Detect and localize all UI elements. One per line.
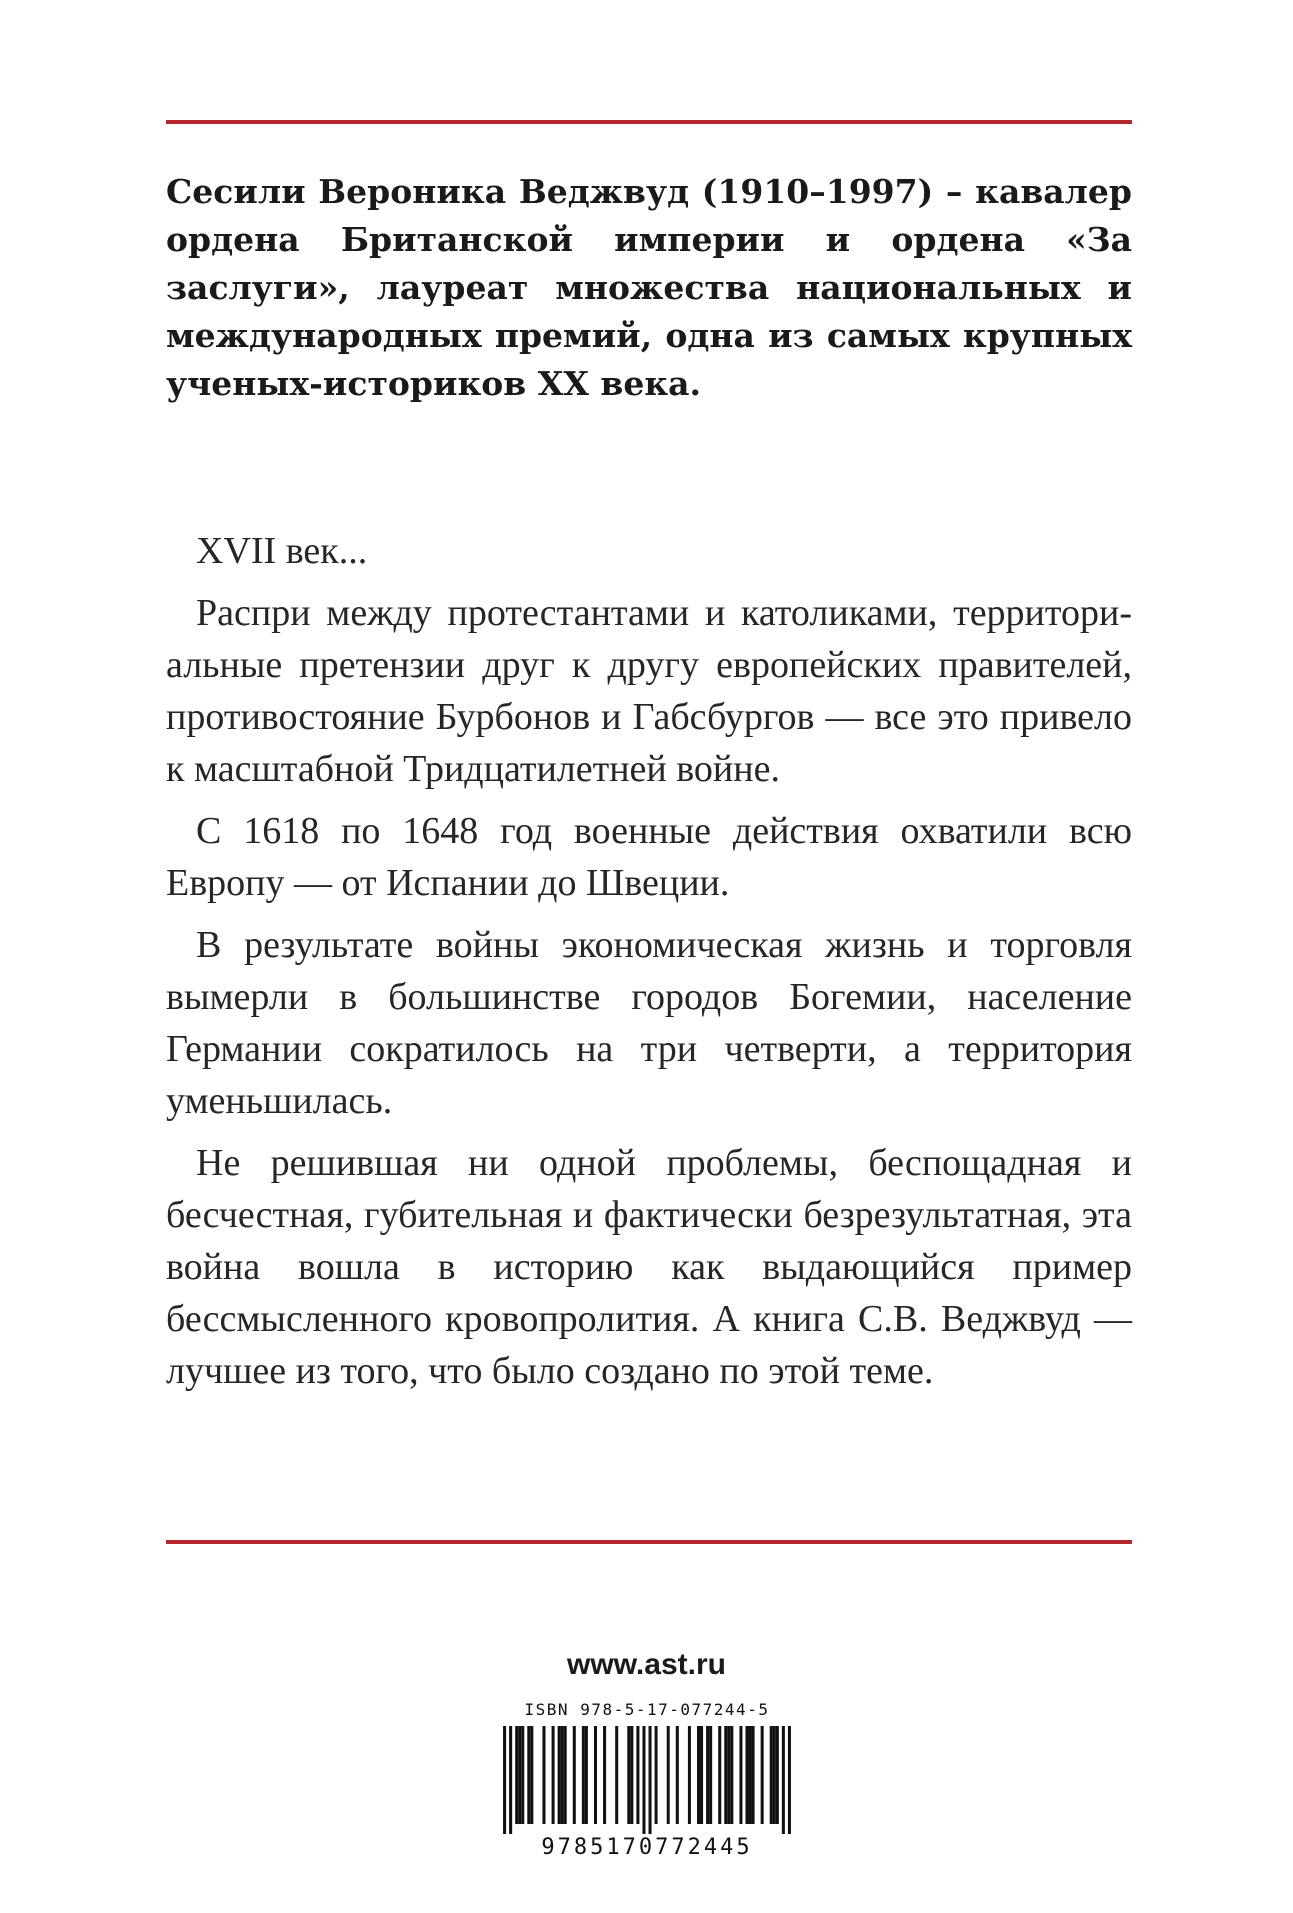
annotation-paragraph: В результате войны экономическая жизнь и торговля вымерли в большинстве городов Богемии, население Германии сократилось на три четверти, а территория уменьшилась. <box>166 924 1132 1122</box>
publisher-website[interactable]: www.ast.ru <box>567 1648 726 1681</box>
barcode-bar <box>718 1726 721 1824</box>
barcode-bar <box>676 1726 679 1824</box>
barcode-bar <box>655 1726 658 1824</box>
author-bio: Сесили Вероника Веджвуд (1910–1997) – кавалер ордена Британской империи и ордена «За заслуги», лауреат множества национальных и международных премий, одна из самых крупных ученых-историков XX века. <box>166 172 1132 403</box>
annotation-paragraph: XVII век... <box>196 530 368 572</box>
barcode-bar <box>688 1726 691 1824</box>
barcode-bar <box>561 1726 564 1824</box>
barcode-bar <box>749 1726 752 1824</box>
barcode-bar <box>697 1726 700 1824</box>
barcode-bar <box>503 1726 506 1834</box>
barcode-bar <box>564 1726 567 1824</box>
barcode-bar <box>582 1726 585 1824</box>
barcode-bar <box>521 1726 524 1824</box>
barcode-bar <box>761 1726 764 1824</box>
barcode-bar <box>642 1726 645 1834</box>
bottom-divider <box>166 1540 1132 1544</box>
barcode-bar <box>782 1726 785 1834</box>
barcode-bar <box>518 1726 521 1824</box>
barcode-bar <box>706 1726 709 1824</box>
barcode-bar <box>745 1726 748 1824</box>
barcode-bar <box>724 1726 727 1824</box>
barcode-bar <box>667 1726 670 1824</box>
barcode-bar <box>530 1726 533 1824</box>
barcode-bar <box>727 1726 730 1824</box>
barcode-bars <box>497 1726 797 1834</box>
barcode-bar <box>630 1726 633 1824</box>
barcode-bar <box>649 1726 652 1834</box>
annotation-paragraph: Распри между протестантами и католиками, территориальные претензии друг к другу европейских правителей, противостояние Бурбонов и Габсбургов — все это привело к масштабной Тридцатилетней войне. <box>166 592 1132 790</box>
barcode-bar <box>788 1726 791 1834</box>
barcode-bar <box>752 1726 755 1824</box>
isbn-label: ISBN 978-5-17-077244-5 <box>524 1700 770 1719</box>
barcode-bar <box>700 1726 703 1824</box>
barcode-bar <box>730 1726 733 1824</box>
top-divider <box>166 120 1132 124</box>
annotation-paragraph: С 1618 по 1648 год военные действия охватили всю Европу — от Испании до Швеции. <box>166 810 1132 904</box>
barcode-digits: 9785170772445 <box>541 1835 753 1860</box>
book-annotation <box>166 525 1132 1407</box>
barcode-bar <box>709 1726 712 1824</box>
barcode-bar <box>542 1726 545 1824</box>
annotation-paragraph: Не решившая ни одной проблемы, беспощадная и бесчестная, губительная и фактически безрезультатная, эта война вошла в историю как выдающийся пример бессмысленного кровопролития. А книга С.В. Веджвуд — лучшее из того, что было создано по этой теме. <box>166 1142 1132 1392</box>
barcode-bar <box>603 1726 606 1824</box>
barcode-bar <box>585 1726 588 1824</box>
barcode-bar <box>773 1726 776 1824</box>
barcode-bar <box>627 1726 630 1824</box>
barcode-bar <box>573 1726 576 1824</box>
barcode-bar <box>552 1726 555 1824</box>
barcode-bar <box>558 1726 561 1824</box>
barcode-bar <box>515 1726 518 1824</box>
isbn-barcode <box>477 1700 817 1880</box>
barcode-bar <box>527 1726 530 1824</box>
barcode-bar <box>509 1726 512 1834</box>
barcode-bar <box>636 1726 639 1824</box>
barcode-bar <box>739 1726 742 1824</box>
barcode-bar <box>776 1726 779 1824</box>
barcode-bar <box>770 1726 773 1824</box>
barcode-bar <box>615 1726 618 1824</box>
barcode-bar <box>594 1726 597 1824</box>
